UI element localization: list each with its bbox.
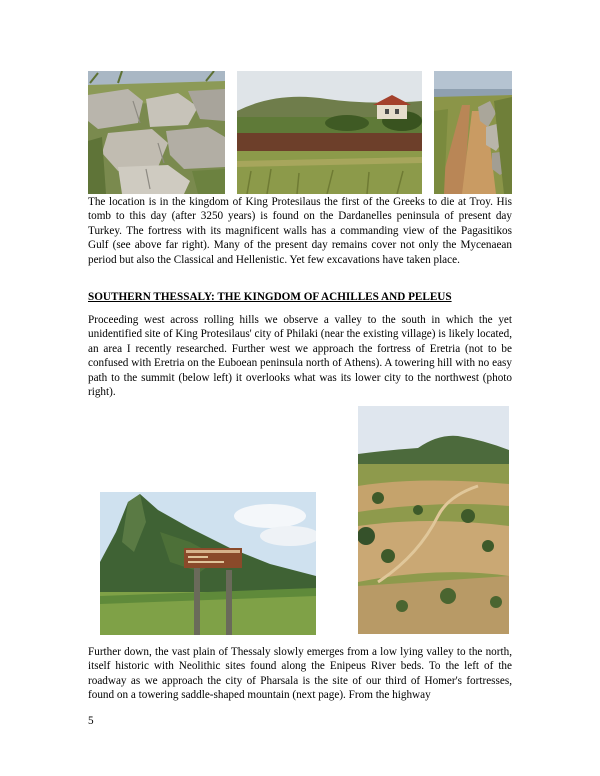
paragraph-protesilaus: The location is in the kingdom of King Protesilaus the first of the Greeks to die at Troy. His tomb to this day (after 3250 years) is found on the Dardanelles peninsula of present day Turkey. The fortress with its magnificent walls has a commanding view of the Pagasitikos Gulf (see above far right). Many of the present day remains cover not only the Mycenaean period but also the Classical and Hellenistic. Yet few excavations have taken place. xyxy=(88,196,512,266)
photo-stone-wall xyxy=(88,71,225,194)
photo-valley-lower-city xyxy=(358,406,509,634)
page-number: 5 xyxy=(88,715,94,727)
photo-landscape-house xyxy=(237,71,422,194)
section-heading: SOUTHERN THESSALY: THE KINGDOM OF ACHILLES AND PELEUS xyxy=(88,291,452,303)
photo-fortress-walls xyxy=(434,71,512,194)
paragraph-pharsala: Further down, the vast plain of Thessaly slowly emerges from a low lying valley to the north, itself historic with Neolithic sites found along the Enipeus River beds. To the left of the roadway as we approach the city of Pharsala is the site of our third of Homer's fortresses, found on a towering saddle-shaped mountain (next page). From the highway xyxy=(88,646,512,702)
paragraph-eretria: Proceeding west across rolling hills we observe a valley to the south in which the yet unidentified site of King Protesilaus' city of Philaki (near the existing village) is likely located, an area I recently researched. Further west we approach the fortress of Eretria (not to be confused with Eretria on the Euboean peninsula north of Athens). A towering hill with no easy path to the summit (below left) it overlooks what was its lower city to the northwest (photo right). xyxy=(88,314,512,399)
photo-hill-with-sign xyxy=(100,492,316,635)
